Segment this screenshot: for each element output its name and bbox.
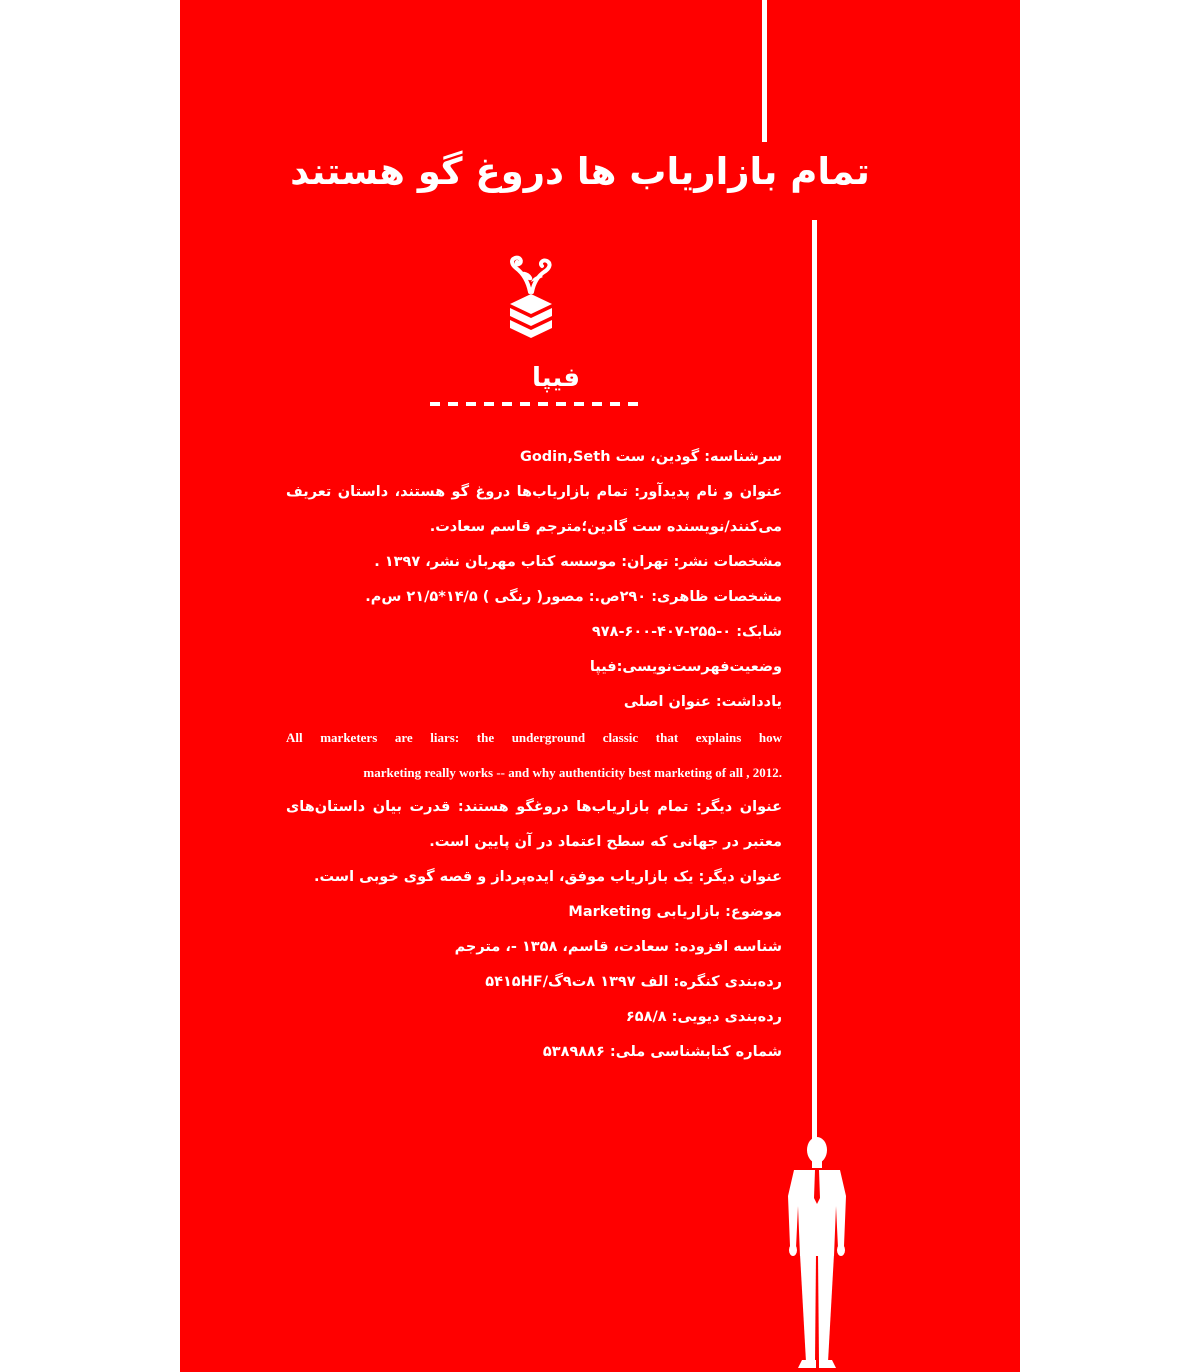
cataloging-info	[286, 440, 782, 1070]
fipa-logo-icon	[506, 252, 556, 344]
book-page	[180, 0, 1020, 1372]
catalog-line-isbn: شابک: ۰-۲۵۵-۴۰۷-۶۰۰-۹۷۸	[591, 624, 782, 640]
book-title: تمام بازاریاب ها دروغ گو هستند	[290, 150, 870, 193]
catalog-line-original-title-cont: marketing really works -- and why authenticity best marketing of all , 2012.	[363, 765, 782, 780]
main-vertical-line	[812, 220, 817, 1140]
catalog-line-title: عنوان و نام پدیدآور: تمام بازاریاب‌ها دروغ گو هستند، داستان تعریف	[286, 484, 782, 500]
catalog-line-note: یادداشت: عنوان اصلی	[623, 694, 782, 710]
catalog-line-author: سرشناسه: گودین، ست Godin,Seth	[519, 449, 782, 465]
top-vertical-line	[762, 0, 767, 142]
catalog-line-national-number: شماره کتابشناسی ملی: ۵۳۸۹۸۸۶	[542, 1044, 782, 1060]
catalog-line-lc-class: رده‌بندی کنگره: الف ۱۳۹۷ ۸ت۹گ/۵۴۱۵HF	[485, 974, 782, 990]
catalog-line-added-entry: شناسه افزوده: سعادت، قاسم، ۱۳۵۸ -، مترجم	[454, 939, 782, 955]
catalog-line-title-cont: می‌کنند/نویسنده ست گادین؛مترجم قاسم سعادت.	[429, 519, 782, 535]
catalog-line-other-title-1-cont: معتبر در جهانی که سطح اعتماد در آن پایین است.	[429, 834, 782, 850]
catalog-line-dewey: رده‌بندی دیویی: ۶۵۸/۸	[625, 1009, 782, 1025]
catalog-line-subject: موضوع: بازاریابی Marketing	[568, 904, 782, 920]
dashed-divider	[430, 402, 642, 406]
catalog-line-other-title-1: عنوان دیگر: تمام بازاریاب‌ها دروغگو هستند: قدرت بیان داستان‌های	[286, 799, 782, 815]
publisher-name: فیپا	[531, 363, 580, 393]
catalog-line-status: وضعیت‌فهرست‌نویسی:فیپا	[589, 659, 782, 675]
catalog-line-physical: مشخصات ظاهری: ۲۹۰ص.: مصور( رنگی ) ۱۴/۵*۲۱/۵ س‌م.	[365, 589, 782, 605]
catalog-line-original-title: All marketers are liars: the underground classic that explains how	[286, 730, 782, 745]
catalog-line-publication: مشخصات نشر: تهران: موسسه کتاب مهربان نشر، ۱۳۹۷ .	[374, 554, 782, 570]
catalog-line-other-title-2: عنوان دیگر: یک بازاریاب موفق، ایده‌پرداز و قصه گوی خوبی است.	[313, 869, 782, 885]
man-silhouette-icon	[784, 1136, 850, 1372]
